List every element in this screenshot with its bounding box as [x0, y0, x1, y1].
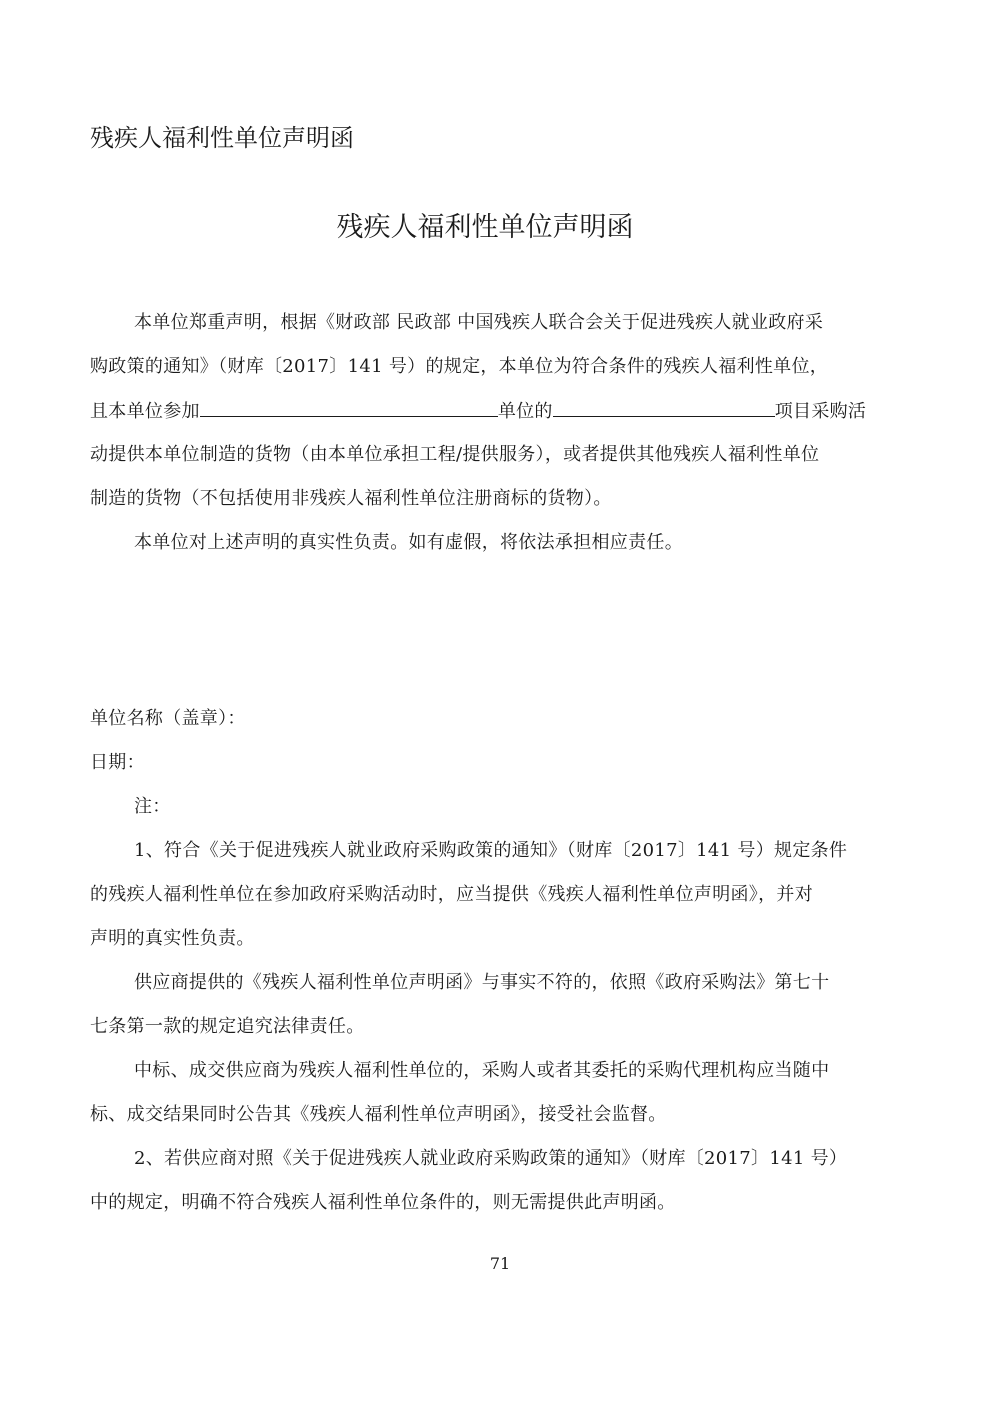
note-1-line-3: 声明的真实性负责。 — [90, 928, 255, 949]
unit-name-label: 单位名称（盖章）： — [90, 708, 246, 729]
declaration-line-1: 本单位郑重声明，根据《财政部 民政部 中国残疾人联合会关于促进残疾人就业政府采 — [134, 312, 824, 333]
declaration-line-6: 本单位对上述声明的真实性负责。如有虚假，将依法承担相应责任。 — [134, 532, 683, 553]
declaration-line-3-prefix: 且本单位参加 — [90, 401, 200, 422]
note-paragraph-3-line-2: 标、成交结果同时公告其《残疾人福利性单位声明函》，接受社会监督。 — [90, 1104, 667, 1125]
declaration-line-3-middle: 单位的 — [497, 401, 553, 422]
project-unit-blank[interactable] — [200, 396, 498, 417]
note-1-line-1: 1、符合《关于促进残疾人就业政府采购政策的通知》（财库〔2017〕141 号）规定条件 — [134, 840, 848, 861]
note-paragraph-3-line-1: 中标、成交供应商为残疾人福利性单位的，采购人或者其委托的采购代理机构应当随中 — [134, 1060, 830, 1081]
declaration-line-4: 动提供本单位制造的货物（由本单位承担工程/提供服务），或者提供其他残疾人福利性单位 — [90, 444, 820, 465]
note-2-line-1: 2、若供应商对照《关于促进残疾人就业政府采购政策的通知》（财库〔2017〕141 号） — [134, 1148, 848, 1169]
declaration-line-5: 制造的货物（不包括使用非残疾人福利性单位注册商标的货物）。 — [90, 488, 612, 509]
note-1-line-2: 的残疾人福利性单位在参加政府采购活动时，应当提供《残疾人福利性单位声明函》，并对 — [90, 884, 813, 905]
page-title: 残疾人福利性单位声明函 — [336, 212, 634, 243]
project-name-blank[interactable] — [553, 396, 775, 417]
note-paragraph-2-line-2: 七条第一款的规定追究法律责任。 — [90, 1016, 365, 1037]
page-number: 71 — [489, 1254, 511, 1273]
section-heading: 残疾人福利性单位声明函 — [90, 124, 354, 152]
declaration-line-3 — [90, 396, 866, 427]
declaration-line-3-suffix: 项目采购活 — [774, 401, 867, 422]
note-2-line-2: 中的规定，明确不符合残疾人福利性单位条件的，则无需提供此声明函。 — [90, 1192, 676, 1213]
note-paragraph-2-line-1: 供应商提供的《残疾人福利性单位声明函》与事实不符的，依照《政府采购法》第七十 — [134, 972, 830, 993]
notes-label: 注： — [134, 796, 171, 817]
date-label: 日期： — [90, 752, 145, 773]
declaration-line-2: 购政策的通知》（财库〔2017〕141 号）的规定，本单位为符合条件的残疾人福利性单位， — [90, 356, 829, 377]
